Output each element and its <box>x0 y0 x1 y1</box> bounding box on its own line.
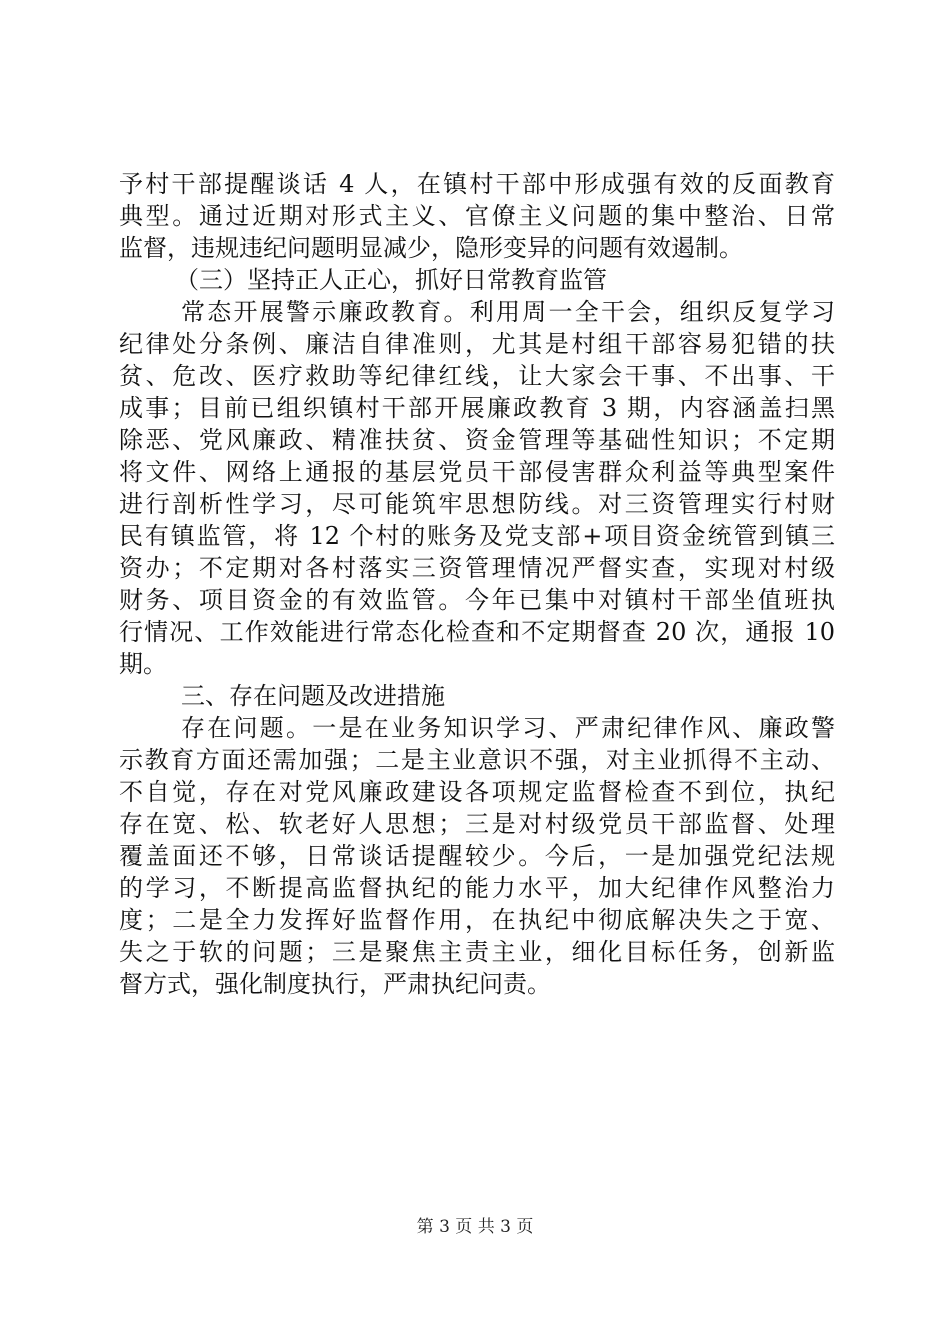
paragraph-problems <box>119 712 835 1000</box>
text-line: 进行剖析性学习，尽可能筑牢思想防线。对三资管理实行村财 <box>119 490 835 518</box>
text-line: 示教育方面还需加强；二是主业意识不强，对主业抓得不主动、 <box>119 746 835 774</box>
text-line: 予村干部提醒谈话 4 人，在镇村干部中形成强有效的反面教育 <box>119 170 835 198</box>
text-line: 存在宽、松、软老好人思想；三是对村级党员干部监督、处理 <box>119 810 835 838</box>
section-heading-3 <box>119 680 835 712</box>
text-line: 存在问题。一是在业务知识学习、严肃纪律作风、廉政警 <box>181 714 835 742</box>
text-line: 行情况、工作效能进行常态化检查和不定期督查 20 次，通报 10 <box>119 618 835 646</box>
text-line: 常态开展警示廉政教育。利用周一全干会，组织反复学习 <box>181 298 835 326</box>
text-line: 纪律处分条例、廉洁自律准则，尤其是村组干部容易犯错的扶 <box>119 330 835 358</box>
text-line: 资办；不定期对各村落实三资管理情况严督实查，实现对村级 <box>119 554 835 582</box>
text-line: 期。 <box>119 650 167 678</box>
text-line: 覆盖面还不够，日常谈话提醒较少。今后，一是加强党纪法规 <box>119 842 835 870</box>
page-footer: 第 3 页 共 3 页 <box>416 1217 534 1237</box>
text-line: 度；二是全力发挥好监督作用，在执纪中彻底解决失之于宽、 <box>119 906 835 934</box>
text-line: 督方式，强化制度执行，严肃执纪问责。 <box>119 970 551 998</box>
text-line: 民有镇监管，将 12 个村的账务及党支部+项目资金统管到镇三 <box>119 522 835 550</box>
text-line: 不自觉，存在对党风廉政建设各项规定监督检查不到位，执纪 <box>119 778 835 806</box>
subheading-3 <box>119 264 835 296</box>
paragraph-continuation <box>119 168 835 264</box>
text-line: 除恶、党风廉政、精准扶贫、资金管理等基础性知识；不定期 <box>119 426 835 454</box>
text-line: 监督，违规违纪问题明显减少，隐形变异的问题有效遏制。 <box>119 234 743 262</box>
document-body <box>119 168 835 1000</box>
subheading-text: （三）坚持正人正心，抓好日常教育监管 <box>175 266 607 294</box>
text-line: 财务、项目资金的有效监管。今年已集中对镇村干部坐值班执 <box>119 586 835 614</box>
text-line: 贫、危改、医疗救助等纪律红线，让大家会干事、不出事、干 <box>119 362 835 390</box>
paragraph-education <box>119 296 835 680</box>
text-line: 成事；目前已组织镇村干部开展廉政教育 3 期，内容涵盖扫黑 <box>119 394 835 422</box>
text-line: 将文件、网络上通报的基层党员干部侵害群众利益等典型案件 <box>119 458 835 486</box>
text-line: 失之于软的问题；三是聚焦主责主业，细化目标任务，创新监 <box>119 938 835 966</box>
section-heading-text: 三、存在问题及改进措施 <box>181 682 445 710</box>
text-line: 典型。通过近期对形式主义、官僚主义问题的集中整治、日常 <box>119 202 835 230</box>
text-line: 的学习，不断提高监督执纪的能力水平，加大纪律作风整治力 <box>119 874 835 902</box>
